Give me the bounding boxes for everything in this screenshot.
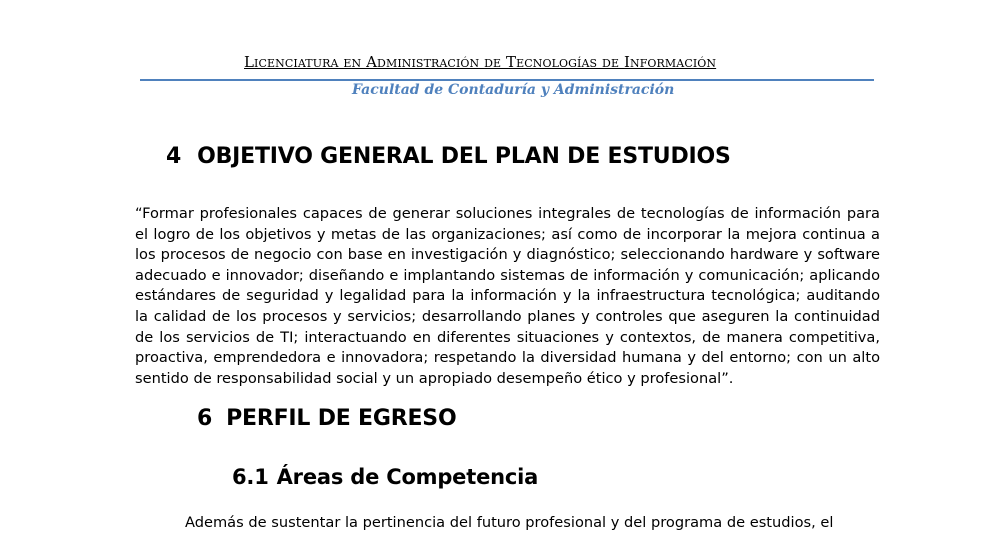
paragraph-line: de los servicios de TI; interactuando en diferentes situaciones y contextos, de manera competitiva, [135,328,880,346]
objective-quote-paragraph [135,204,880,389]
paragraph-line: proactiva, emprendedora e innovadora; respetando la diversidad humana y del entorno; con un alto [135,349,880,367]
paragraph-line: sentido de responsabilidad social y un apropiado desempeño ético y profesional”. [135,369,734,387]
section-number: 4 [166,144,182,169]
section-heading-profile [197,406,456,431]
subsection-title: Áreas de Competencia [276,465,539,489]
paragraph-line: la calidad de los procesos y servicios; desarrollando planes y controles que aseguren la continuidad [135,307,880,325]
subsection-heading-competence [232,465,538,489]
paragraph-line: “Formar profesionales capaces de generar soluciones integrales de tecnologías de información para [135,205,880,222]
paragraph-line: estándares de seguridad y legalidad para la información y la infraestructura tecnológica; auditando [135,287,880,305]
document-header-subtitle: Facultad de Contaduría y Administración [352,82,675,98]
section-number: 6 [197,406,213,431]
subsection-number: 6.1 [232,465,269,489]
section-title: OBJETIVO GENERAL DEL PLAN DE ESTUDIOS [197,144,731,169]
paragraph-line: adecuado e innovador; diseñando e implantando sistemas de información y comunicación; aplicando [135,266,880,284]
document-header-title: Licenciatura en Administración de Tecnologías de Información [244,53,717,71]
section-title: PERFIL DE EGRESO [226,406,457,431]
paragraph-line: el logro de los objetivos y metas de las organizaciones; así como de incorporar la mejora continua a [135,225,880,243]
section-heading-objective [166,144,731,169]
header-divider [140,79,874,81]
competence-paragraph-start: Además de sustentar la pertinencia del futuro profesional y del programa de estudios, el [185,514,834,531]
paragraph-line: los procesos de negocio con base en investigación y diagnóstico; seleccionando hardware y software [135,246,880,264]
